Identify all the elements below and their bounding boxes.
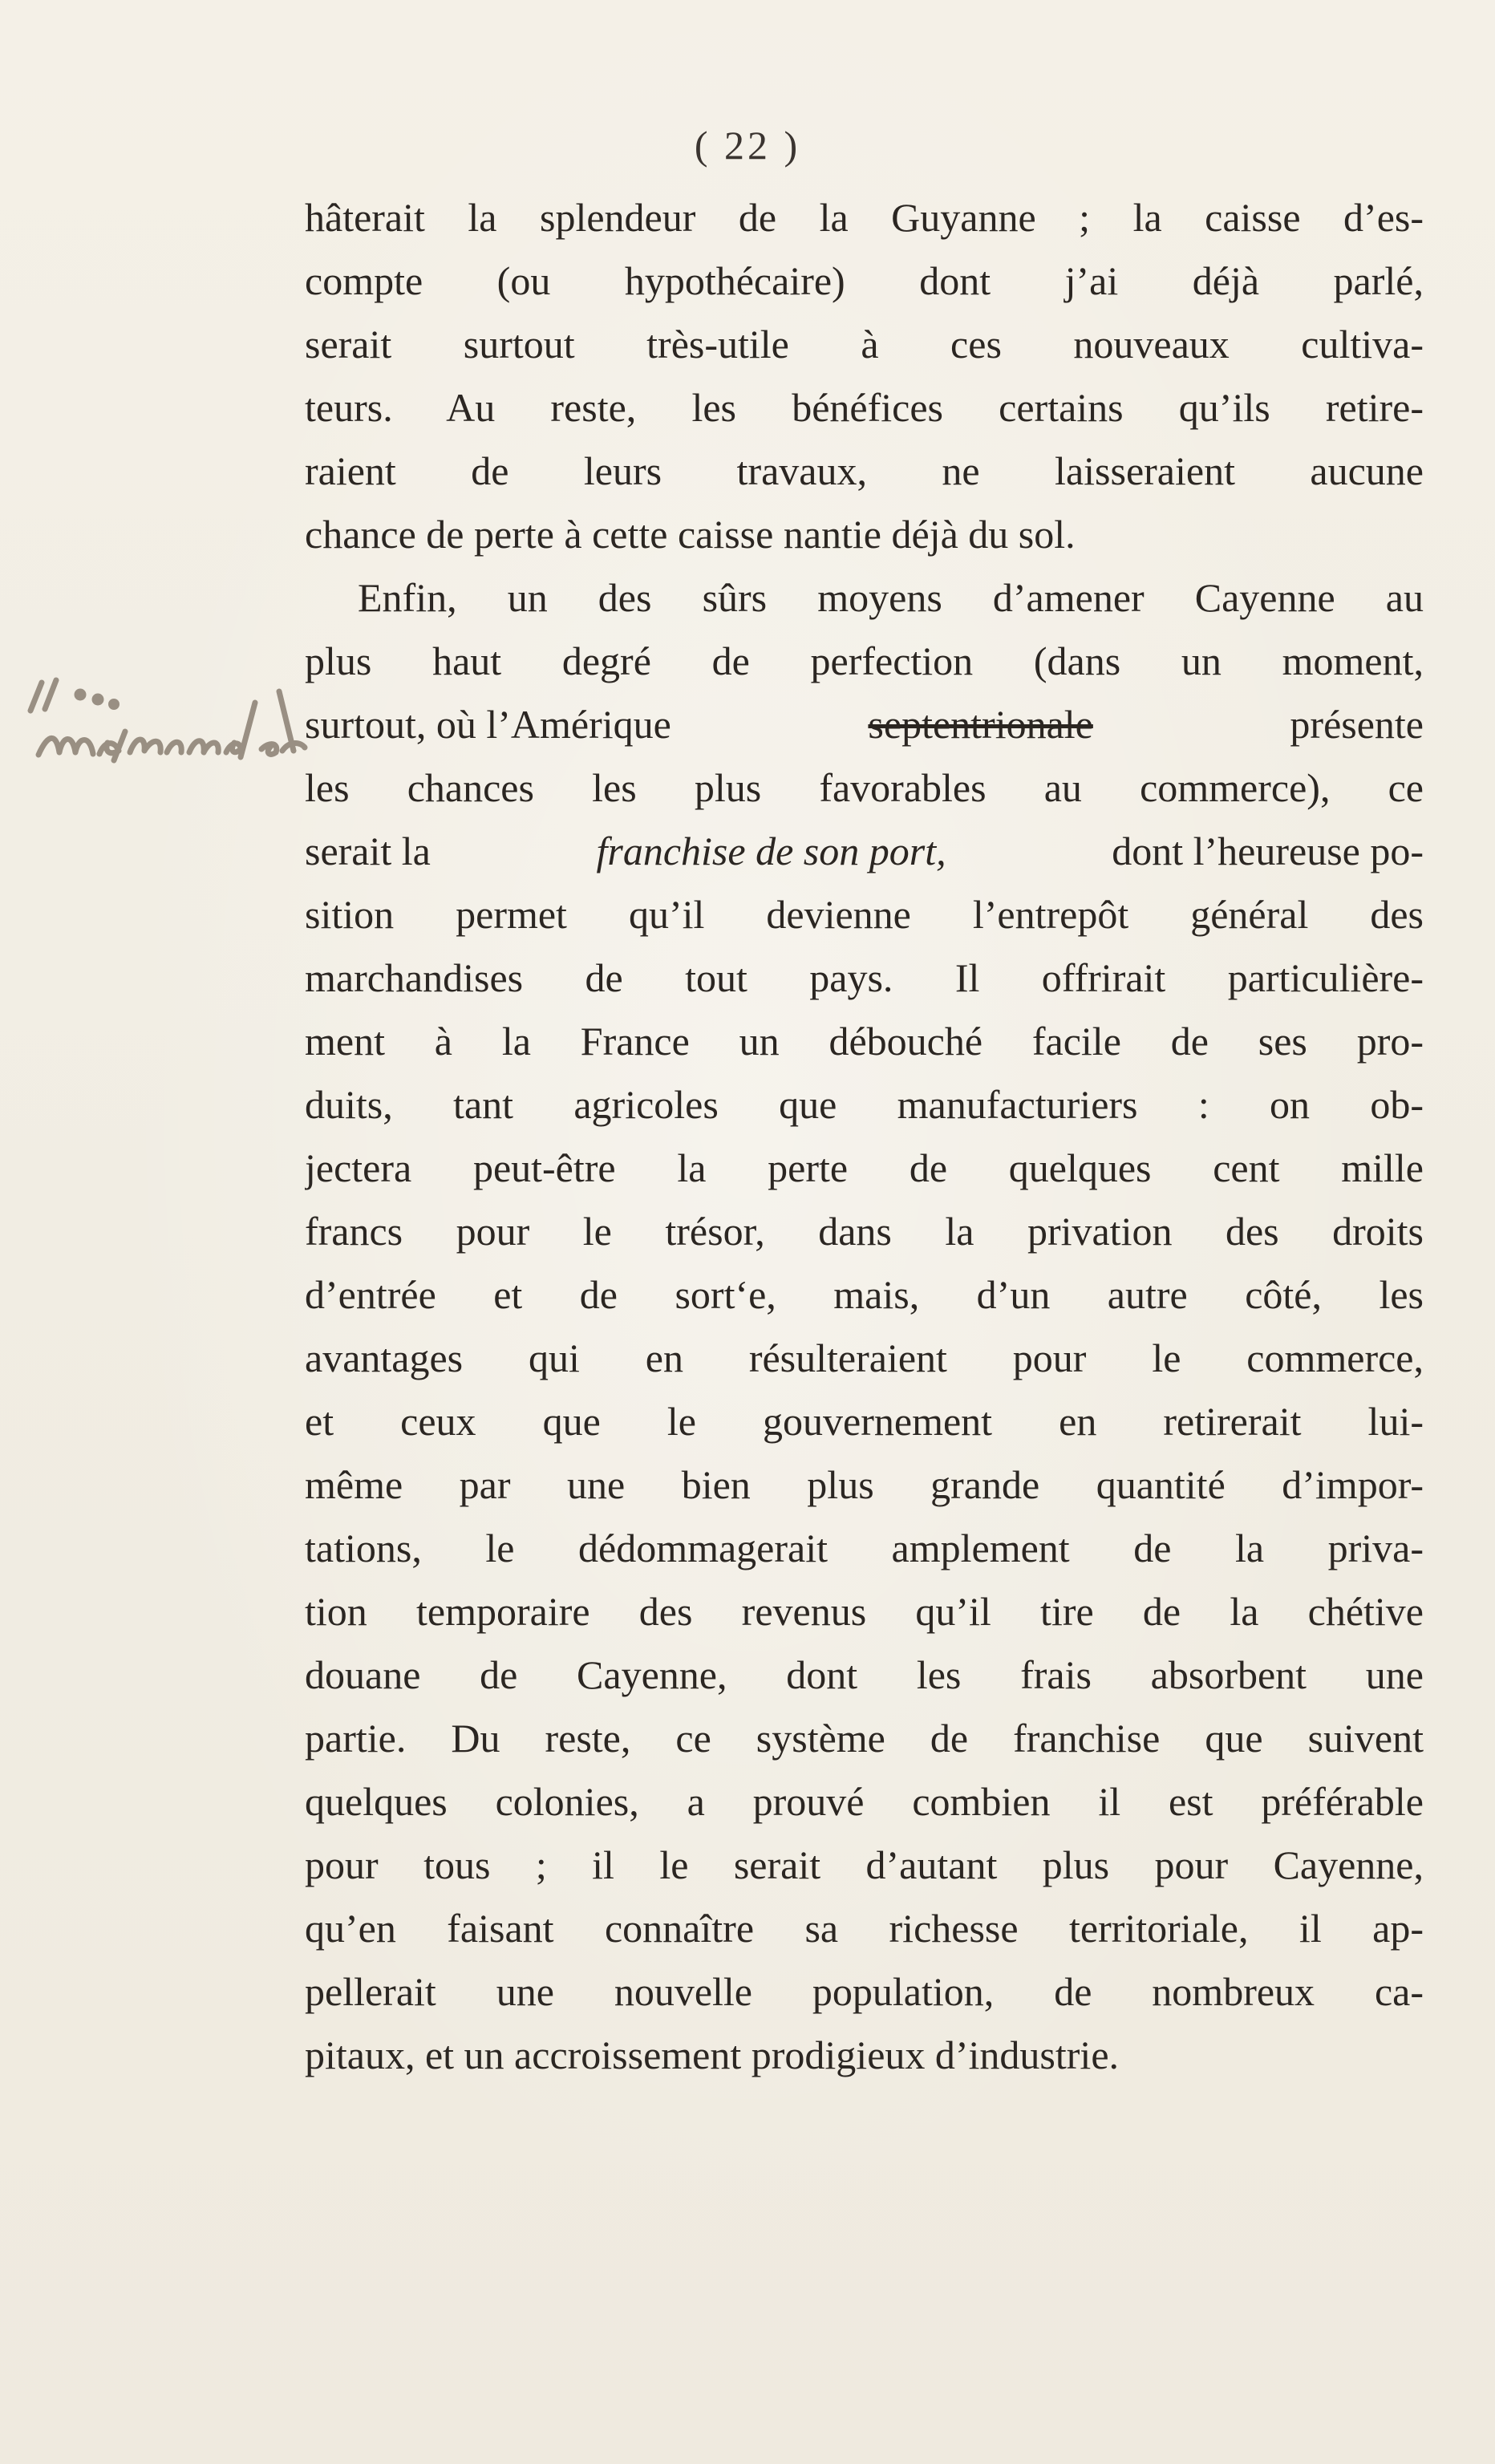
text-line: Enfin, un des sûrs moyens d’amener Cayenne au: [358, 575, 1424, 620]
text-line: quelques colonies, a prouvé combien il est préférable: [305, 1779, 1424, 1824]
text-line: partie. Du reste, ce système de franchise que suivent: [305, 1716, 1424, 1761]
text-line: ment à la France un débouché facile de ses pro-: [305, 1019, 1424, 1064]
text-line: compte (ou hypothécaire) dont j’ai déjà parlé,: [305, 258, 1424, 303]
text-line: sition permet qu’il devienne l’entrepôt général des: [305, 892, 1424, 937]
struck-through-word: septentrionale: [868, 702, 1093, 747]
text-line: marchandises de tout pays. Il offrirait particulière-: [305, 955, 1424, 1000]
handwriting-icon: [24, 663, 313, 775]
text-line-with-italic: [305, 820, 1424, 883]
text-segment: présente: [1290, 702, 1424, 747]
text-line: serait surtout très-utile à ces nouveaux cultiva-: [305, 322, 1424, 367]
text-line: chance de perte à cette caisse nantie déjà du sol.: [305, 512, 1076, 557]
page-number: ( 22 ): [694, 123, 801, 168]
text-segment: serait la: [305, 829, 431, 873]
text-segment: surtout, où l’Amérique: [305, 702, 671, 747]
text-line: pour tous ; il le serait d’autant plus pour Cayenne,: [305, 1842, 1424, 1887]
text-line: pellerait une nouvelle population, de nombreux ca-: [305, 1969, 1424, 2014]
text-line-with-strikethrough: [305, 693, 1424, 756]
text-line: et ceux que le gouvernement en retirerait lui-: [305, 1399, 1424, 1444]
text-line: tations, le dédommagerait amplement de la priva-: [305, 1526, 1424, 1570]
text-line: teurs. Au reste, les bénéfices certains qu’ils retire-: [305, 385, 1424, 430]
text-line: jectera peut-être la perte de quelques cent mille: [305, 1145, 1424, 1190]
text-segment: dont l’heureuse po-: [1112, 829, 1424, 873]
body-text: [305, 186, 1424, 2087]
text-line: d’entrée et de sort‘e, mais, d’un autre côté, les: [305, 1272, 1424, 1317]
text-line: avantages qui en résulteraient pour le commerce,: [305, 1335, 1424, 1380]
handwritten-margin-annotation: [24, 663, 313, 775]
text-line: duits, tant agricoles que manufacturiers : on ob-: [305, 1082, 1424, 1127]
text-line: même par une bien plus grande quantité d’impor-: [305, 1462, 1424, 1507]
text-line: les chances les plus favorables au commerce), ce: [305, 765, 1424, 810]
text-line: pitaux, et un accroissement prodigieux d’industrie.: [305, 2032, 1120, 2077]
text-line: hâterait la splendeur de la Guyanne ; la caisse d’es-: [305, 195, 1424, 240]
text-line: tion temporaire des revenus qu’il tire de la chétive: [305, 1589, 1424, 1634]
text-line: qu’en faisant connaître sa richesse territoriale, il ap-: [305, 1906, 1424, 1951]
italic-phrase: franchise de son port,: [596, 829, 946, 873]
text-line: douane de Cayenne, dont les frais absorbent une: [305, 1652, 1424, 1697]
text-line: raient de leurs travaux, ne laisseraient aucune: [305, 448, 1424, 493]
text-line: plus haut degré de perfection (dans un moment,: [305, 638, 1424, 683]
text-line: francs pour le trésor, dans la privation des droits: [305, 1209, 1424, 1254]
